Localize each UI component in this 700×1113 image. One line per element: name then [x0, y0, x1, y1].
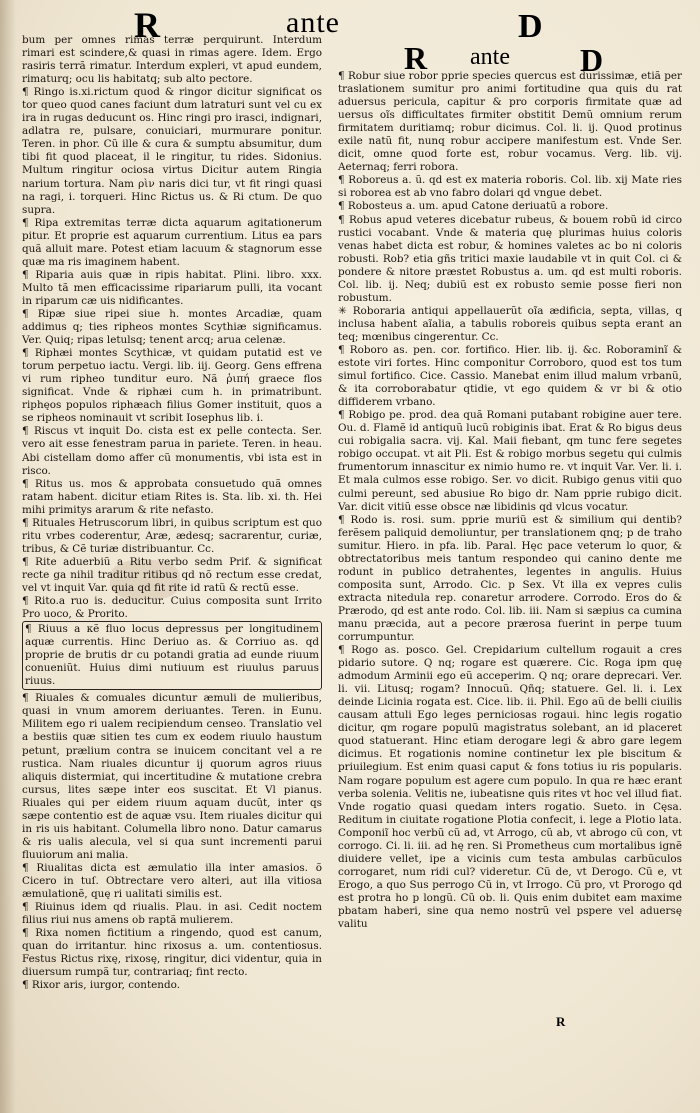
dictionary-entry: ¶ Riuales & comuales dicuntur æmuli de mulieribus, quasi in vnum amorem deriuantes. Teren. in Eunu. Militem ego ri ualem recipiendum censeo. Translatio vel a bestiis quæ sitien tes cum ex eodem riuulo haustum petunt, prælium contra se inuicem concitant vel a re rustica. Nam riuales dicuntur ij quorum agros riuus aliquis distermiat, qui incertitudine & mutatione crebra cursus, lites sæpe inter eos suscitat. Et Vl pianus. Riuales qui per eidem riuum aquam ducũt, inter qs sæpe contentio est de aquæ vsu. Item riuales dicitur qui in ris uis habitant. Columella libro nono. Datur camarus & ris ualis alecula, vel si qua sunt incrementi parui fluuiorum ani malia.: [22, 692, 322, 861]
dictionary-entry: ¶ Rite aduerbiũ a Ritu verbo sedm Prif. & significat recte ga nihil traditur ritibus qd nõ rectum esse credat, vel vt inquit Var. quia qd fit rite id ratũ & rectũ esse.: [22, 555, 322, 594]
dictionary-entry: ¶ Riualitas dicta est æmulatio illa inter amasios. õ Cicero in tuſ. Obtrectare vero alteri, aut illa vitiosa æmulationẽ, quę ri ualitati similis est.: [22, 861, 322, 901]
dictionary-entry: ¶ Rogo as. posco. Gel. Crepidarium cultellum rogauit a cres pidario sutore. Q nq; rogare est quærere. Cic. Roga ipm quę admodum Arminii ego eũ acceperim. Q nq; orare deprecari. Ver. li. vii. Litusq; rogam? Innocuũ. Qñq; statuere. Gel. li. i. Lex deinde Licinia rogata est. Cice. lib. ii. Phil. Ego aũ de belli ciuilis causam attuli Ego leges perniciosas rogaui. hinc legis rogatio dicitur, qm rogare populũ magistratus solebant, an id placeret quod statuerant. Hinc etiam derogare legi & abro gare legem dicimus. Et rogationis nomine continetur lex ple biscitum & priuilegium. Est enim quasi caput & fons totius iu ris popularis. Nam rogare populum est agere cum populo. In qua re hæc erant verba solenia. Velitis ne, iubeatisne quis rites vt hoc vel illud fiat. Vnde rogatio quasi quedam inters rogatio. Sueto. in Cęsa. Reditum in ciuitate rogatione Plotia confecit, i. lege a Plotio lata. Componiĩ hoc verbũ cũ ad, vt Arrogo, cũ ab, vt abrogo cũ con, vt corrogo. Ci. li. iii. ad hę ren. Si Prometheus cum mortalibus ignẽ diuidere vellet, ipe a vicinis cum testa ambulas carbũculos corrogaret, num ridi cul? videretur. Cũ de, vt Derogo. Cũ e, vt Erogo, a quo Sus perrogo Cũ in, vt Irrogo. Cũ pro, vt Prorogo qd est protra ho p longũ. Cũ ob. li. Quis enim dubitet eam maxime pbatam haberi, sine qua nemo nostrũ vel pspere vel aduersę valitu: [338, 644, 682, 931]
dictionary-entry: ✳ Roboraria antiqui appellauerũt oĩa ædificia, septa, villas, q inclusa habent aĩalia, a tabulis roboreis quibus septa erant an teq; mœnibus cingerentur. Cc.: [338, 304, 682, 343]
dictionary-entry: ¶ Ritus us. mos & approbata consuetudo quã omnes ratam habent. dicitur etiam Rites is. Sta. lib. xi. th. Hei mihi primitys ararum & rite nefasto.: [22, 477, 322, 516]
ghost-initial-right: D: [518, 8, 543, 45]
left-column: [22, 34, 322, 992]
dictionary-entry: ¶ Rodo is. rosi. sum. pprie muriũ est & similium qui dentib? ferẽsem paliquid demoliuntur, per translationem qnq; p de traho sumitur. Hiero. in pfa. lib. Paral. Hęc pace veterum lo quor, & obtrectatoribus meis tantum respondeo qui canino dente me rodunt in publico detrahentes, legentes in angulis. Huius composita sunt, Arrodo. Cic. p Sex. Vt illa ex vepres culis extracta nitedula rep. conaretur arrodere. Corrodo. Eros do & Prærodo, qd est ante rodo. Col. lib. iii. Nam si sæpius ca cumina manu præcida, aut a pecore prærosa fuerint in perpe tuum corrumpuntur.: [338, 513, 682, 644]
dictionary-entry: ¶ Robosteus a. um. apud Catone deriuatũ a robore.: [338, 200, 609, 213]
dictionary-entry: ¶ Riphæi montes Scythicæ, vt quidam putatid est ve torum perpetuo iactu. Vergi. lib. iij. Georg. Gens effrena vi rum ripheo tunditur euro. Nã ῥιπή graece flos significat. Vnde & riphæi cum h. in primatribunt. riphęos populos riphæach filius Gomer instituit, quos a se ripheos nominauit vt scribit Iosephus lib. i.: [22, 347, 322, 425]
dictionary-entry: ¶ Rituales Hetruscorum libri, in quibus scriptum est quo ritu vrbes coderentur, Aræ, ædesq; sacrarentur, curiæ, tribus, & Cẽ turiæ distribuantur. Cc.: [22, 516, 322, 555]
ghost-initial-left: R: [134, 5, 160, 45]
dictionary-entry: ¶ Robus apud veteres dicebatur rubeus, & bouem robũ id circo rustici vocabant. Vnde & materia quę plurimas huius coloris venas habet dicta est robur, & homines valetes ac bo ni coloris robusti. Rob? etia gñs tritici maxie laudabile vt in quit Col. ci & pondere & nitore præstet Robustus a. um. qd est multi roboris. Col. lib. ij. Neq; dubiũ est ex robusto semie posse fieri non robustum.: [338, 213, 682, 304]
gutter-shadow: [0, 0, 16, 1113]
dictionary-entry: ¶ Roboro as. pen. cor. fortifico. Hier. lib. ij. &c. Roboraminĩ & estote viri fortes. Hinc componitur Corroboro, quod est tos tum simul fortifico. Cice. Cassio. Manebat enim illud malum vrbanũ, & ita corroborabatur qtidie, vt ego quidem & vr bi & otio diffiderem vrbano.: [338, 343, 682, 409]
dictionary-entry: ¶ Riuinus idem qd riualis. Plau. in asi. Cedit noctem filius riui nus amens ob raptã mulierem.: [22, 901, 322, 927]
dictionary-entry: ¶ Rixor aris, iurgor, contendo.: [22, 979, 180, 992]
dictionary-entry: ¶ Ripa extremitas terræ dicta aquarum agitationerum pitur. Et proprie est aquarum currentium. Litus ea pars quã alluit mare. Potest etiam lacuum & stagnorum esse quæ ma ris imaginem habent.: [22, 216, 322, 268]
dictionary-entry: ¶ Ripæ siue ripei siue h. montes Arcadiæ, quam addimus q; ties ripheos montes Scythiæ significamus. Ver. Quiq; ripas letulsq; tenent arcq; arua celenæ.: [22, 307, 322, 347]
dictionary-entry: ¶ Robigo pe. prod. dea quã Romani putabant robigine auer tere. Ou. d. Flamẽ id antiquũ lucũ robiginis ibat. Erat & Ro bigus deus cui robigalia sacra. vij. Kal. Maii fiebant, qm tunc fere segetes robigo occupat. vt ait Pli. Est & robigo morbus segetu qui culmis frumentorum innascitur ex nimio humo re. vt inquit Var. Ver. li. i. Et mala culmos esse robigo. Ser. vo dicit. Rubigo genus vitii quo culmi pereunt, sed abusiue Ro bigo dr. Nam pprie rubigo dicit. Var. dicit vitiũ esse obsce næ libidinis qd vlcus vocatur.: [338, 409, 682, 513]
dictionary-entry: bum per omnes rimas terræ perquirunt. Interdum rimari est scindere,& quasi in rimas agere. Idem. Ergo rasiris terrã rimatur. Interdum expleri, vt apud eundem, rimaturq; ocu lis habitatq; sub alto pectore.: [22, 34, 322, 86]
catchword: R: [556, 1014, 566, 1029]
dictionary-entry: ¶ Robur siue robor pprie species quercus est durissimæ, etiã per traslationem sumitur pro animi fortitudine qua quis du rat aduersus pericula, capitur & pro corporis firmitate quæ ad uersus oĩs difficultates firmiter obstitit Demũ omnium rerum firmitatem duritiamq; robur dicimus. Col. li. ij. Quod protinus exile natũ fit, nunq robur accipere manifestum est. Vnde Ser. dicit, omne quod forte est, robur vocamus. Verg. lib. vij. Aeternaq; ferri robora.: [338, 70, 682, 174]
dictionary-entry: ¶ Riparia auis quæ in ripis habitat. Plini. libro. xxx. Multo tã men efficacissime ripariarum pulli, ita vocant in riparum cæ uis nidificantes.: [22, 268, 322, 307]
running-head-initial-right: D: [580, 42, 604, 78]
dictionary-entry: ¶ Rixa nomen fictitium a ringendo, quod est canum, quan do irritantur. hinc rixosus a. um. contentiosus. Festus Rictus rixę, rixosę, ringitur, dici videntur, quia in diuersum rumpã tur, contrariaq; fint recto.: [22, 927, 322, 979]
running-head-word: ante: [470, 44, 510, 70]
dictionary-entry: ¶ Roboreus a. ũ. qd est ex materia roboris. Col. lib. xij Mate ries si roborea est ab vno fabro dolari qd vngue debet.: [338, 174, 682, 200]
right-column: [338, 70, 682, 931]
dictionary-entry: ¶ Ringo is.xi.rictum quod & ringor dicitur significat os tor queo quod canes faciunt dum latraturi sunt vel cu ex ira in rugas deducunt os. Hinc ringi pro irasci, indignari, adlatra re, pulsare, conuiciari, murmurare ponitur. Teren. in phor. Cũ ille & cura & sumptu absumitur, dum tibi fit quod placeat, il le ringitur, tu rides. Sidonius. Multum ringitur ociosa virtus Dicitur autem Ringia narium tortura. Nam ρὶν naris dici tur, vt fit ringi quasi na ragi, i. torqueri. Hinc Rictus us. & Ri ctum. De quo supra.: [22, 86, 322, 216]
boxed-entry-riuus: ¶ Riuus a κẽ fluo locus depressus per longitudinem aquæ currentis. Hinc Deriuo as. & Corriuo as. qd proprie de brutis dr cu potandi gratia ad eunde riuum conueniũt. Huius dimi nutiuum est riuulus paruus riuus.: [22, 621, 322, 690]
dictionary-entry: ¶ Riscus vt inquit Do. cista est ex pelle contecta. Ser. vero ait esse fenestram parua in pariete. Teren. in heau. Abi cistellam domo affer cũ monumentis, vbi ista est in risco.: [22, 425, 322, 477]
ghost-head-word: ante: [286, 6, 340, 39]
running-head-initial-left: R: [404, 40, 428, 76]
dictionary-entry: ¶ Rito.a ruo is. deducitur. Cuius composita sunt Irrito Pro uoco, & Prorito.: [22, 595, 322, 621]
